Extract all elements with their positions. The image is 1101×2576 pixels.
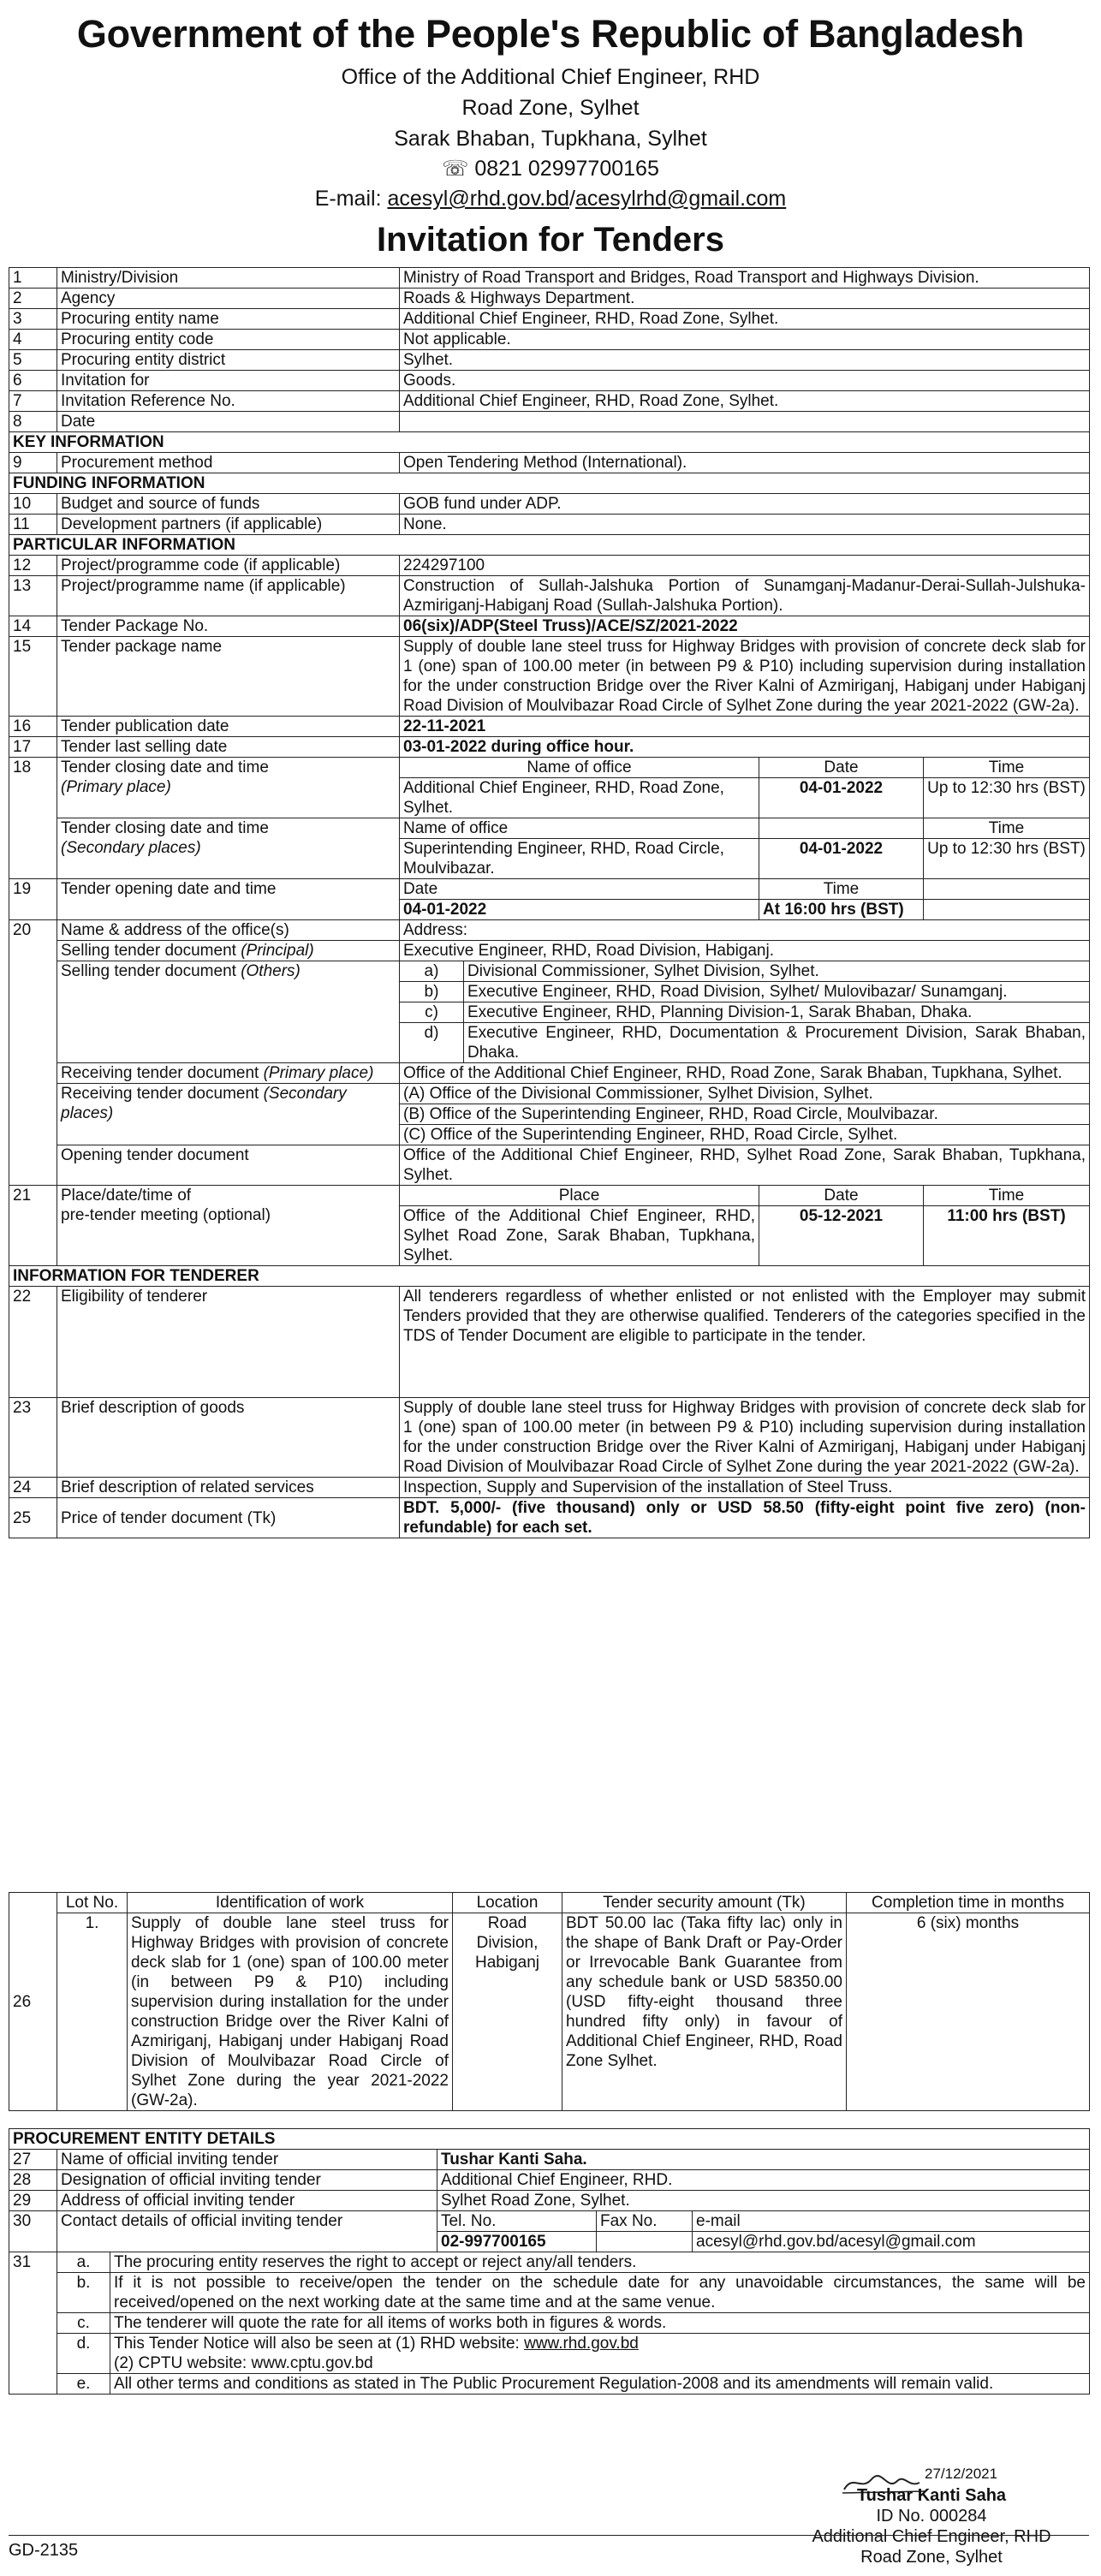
row-label: Price of tender document (Tk) <box>57 1498 400 1538</box>
row-number: 28 <box>9 2170 57 2191</box>
table-row <box>9 818 1090 839</box>
row-number: 4 <box>9 330 57 350</box>
pretender-time: 11:00 hrs (BST) <box>924 1206 1090 1266</box>
condition-text: The procuring entity reserves the right to accept or reject any/all tenders. <box>110 2252 1090 2273</box>
condition-text: If it is not possible to receive/open the tender on the schedule date for any unavoidable circumstances, the same will be received/opened on the next working date at the same time and at the same venue. <box>110 2273 1090 2313</box>
office-line: Office of the Additional Chief Engineer, RHD <box>341 65 760 89</box>
table-row <box>9 616 1090 637</box>
selling-principal-value: Executive Engineer, RHD, Road Division, Habiganj. <box>400 941 1090 961</box>
table-row <box>9 576 1090 616</box>
opening-office-value: Office of the Additional Chief Engineer, RHD, Sylhet Road Zone, Sarak Bhaban, Tupkhana, Sylhet. <box>400 1145 1090 1186</box>
address-line: Sarak Bhaban, Tupkhana, Sylhet <box>394 127 707 151</box>
row-number: 13 <box>9 576 57 616</box>
section-heading-row <box>9 473 1090 494</box>
closing-secondary-date: 04-01-2022 <box>759 839 924 879</box>
empty-cell <box>924 900 1090 920</box>
others-item <box>400 1002 1090 1023</box>
row-label: Procuring entity code <box>57 330 400 350</box>
row-number: 27 <box>9 2150 57 2170</box>
receiving-primary-label: Receiving tender document <box>61 1064 264 1082</box>
row-label: Contact details of official inviting tender <box>57 2211 437 2252</box>
table-row <box>9 961 1090 982</box>
column-header: e-mail <box>693 2211 1090 2232</box>
table-row <box>9 637 1090 717</box>
table-row <box>9 1893 1090 1913</box>
selling-others-sub: (Others) <box>241 962 301 980</box>
row-number: 16 <box>9 717 57 737</box>
signatory-designation: Additional Chief Engineer, RHD <box>812 2527 1051 2546</box>
lot-number: 1. <box>57 1913 128 2111</box>
lot-table <box>9 1892 1090 2111</box>
table-row <box>9 920 1090 941</box>
row-number: 10 <box>9 494 57 515</box>
government-title: Government of the People's Republic of Bangladesh <box>76 12 1025 56</box>
column-header: Location <box>453 1893 562 1913</box>
closing-primary-label: Tender closing date and time <box>61 759 269 776</box>
row-number: 19 <box>9 879 57 920</box>
table-row <box>9 2150 1090 2170</box>
column-header: Date <box>759 758 924 778</box>
row-number: 7 <box>9 391 57 412</box>
footer-divider <box>9 2535 1089 2536</box>
conditions-table <box>9 2252 1090 2395</box>
column-header: Time <box>924 818 1090 839</box>
row-label: Agency <box>57 289 400 309</box>
receiving-secondary-a: (A) Office of the Divisional Commissioner, Sylhet Division, Sylhet. <box>400 1084 1090 1104</box>
row-number: 11 <box>9 515 57 535</box>
table-row <box>9 737 1090 758</box>
column-header: Date <box>400 879 759 900</box>
receiving-secondary-sub: (Secondary places) <box>61 1085 347 1122</box>
row-number: 17 <box>9 737 57 758</box>
row-label: Invitation for <box>57 371 400 391</box>
row-value: Sylhet. <box>400 350 1090 371</box>
closing-secondary-time: Up to 12:30 hrs (BST) <box>924 839 1090 879</box>
row-value: Additional Chief Engineer, RHD, Road Zone, Sylhet. <box>400 391 1090 412</box>
receiving-primary-value: Office of the Additional Chief Engineer, RHD, Road Zone, Sarak Bhaban, Tupkhana, Sylhet. <box>400 1063 1090 1084</box>
table-row <box>9 2191 1090 2211</box>
procurement-entity-table <box>9 2128 1090 2252</box>
work-location: Road Division, Habiganj <box>453 1913 562 2111</box>
row-label: Brief description of related services <box>57 1478 400 1498</box>
others-value: Executive Engineer, RHD, Road Division, Sylhet/ Mulovibazar/ Sunamganj. <box>467 983 1008 1001</box>
receiving-secondary-b: (B) Office of the Superintending Engineer, RHD, Road Circle, Moulvibazar. <box>400 1104 1090 1125</box>
email-link-2[interactable]: acesylrhd@gmail.com <box>574 187 787 211</box>
row-number: 14 <box>9 616 57 637</box>
row-value: GOB fund under ADP. <box>400 494 1090 515</box>
table-row <box>9 453 1090 473</box>
table-row <box>9 2374 1090 2395</box>
table-row <box>9 371 1090 391</box>
closing-secondary-office: Superintending Engineer, RHD, Road Circle, Moulvibazar. <box>400 839 759 879</box>
closing-primary-date: 04-01-2022 <box>759 778 924 818</box>
column-header: Tender security amount (Tk) <box>562 1893 847 1913</box>
table-row <box>9 556 1090 576</box>
row-label: Date <box>57 412 400 432</box>
others-value: Executive Engineer, RHD, Planning Division-1, Sarak Bhaban, Dhaka. <box>467 1003 973 1021</box>
table-row <box>9 350 1090 371</box>
work-identification: Supply of double lane steel truss for Highway Bridges with provision of concrete deck slab for 1 (one) span of 100.00 meter (in between P9 & P10) including supervision during installation for the under construction Bridge over the River Kalni of Azmiriganj, Habiganj under Habiganj Road Division of Moulvibazar Road Circle of Sylhet Zone during the year 2021-2022 (GW-2a). <box>128 1913 453 2111</box>
contact-telephone: 02-997700165 <box>437 2232 597 2252</box>
row-label <box>57 961 400 1063</box>
row-label: Procurement method <box>57 453 400 473</box>
table-row <box>9 1478 1090 1498</box>
row-value: Open Tendering Method (International). <box>400 453 1090 473</box>
row-value: Additional Chief Engineer, RHD, Road Zone, Sylhet. <box>400 309 1090 330</box>
website-note: This Tender Notice will also be seen at (1) RHD website: <box>114 2335 525 2353</box>
selling-principal-label: Selling tender document <box>61 942 241 960</box>
row-value: None. <box>400 515 1090 535</box>
condition-text <box>110 2334 1090 2374</box>
section-heading: PARTICULAR INFORMATION <box>9 535 1090 556</box>
row-value: Roads & Highways Department. <box>400 289 1090 309</box>
condition-key: a. <box>57 2252 110 2273</box>
table-row <box>9 2334 1090 2374</box>
row-value: Supply of double lane steel truss for Highway Bridges with provision of concrete deck slab for 1 (one) span of 100.00 meter (in between P9 & P10) including supervision during installation for the under construction Bridge over the River Kalni of Azmiriganj, Habiganj under Habiganj Road Division of Moulvibazar Road Circle of Sylhet Zone during the year 2021-2022 (GW-2a). <box>400 1398 1090 1478</box>
table-row <box>9 2211 1090 2232</box>
phone-line <box>0 156 1101 181</box>
row-number: 21 <box>9 1186 57 1266</box>
table-row <box>9 268 1090 289</box>
row-label: Tender package name <box>57 637 400 717</box>
row-number: 30 <box>9 2211 57 2252</box>
table-row <box>9 879 1090 900</box>
row-label: Tender opening date and time <box>57 879 400 920</box>
gd-number: GD-2135 <box>9 2541 79 2560</box>
row-value: All tenderers regardless of whether enlisted or not enlisted with the Employer may submit Tenders provided that they are otherwise qualified. Tenderers of the categories specified in the TDS of Tender Document are eligible to participate in the tender. <box>400 1287 1090 1398</box>
others-key: b) <box>400 982 464 1002</box>
official-name: Tushar Kanti Saha. <box>437 2150 1090 2170</box>
row-number: 2 <box>9 289 57 309</box>
table-row <box>9 515 1090 535</box>
phone-number: 0821 02997700165 <box>474 157 659 181</box>
telephone-icon: ☏ <box>442 157 469 181</box>
table-row <box>9 330 1090 350</box>
row-value: Sylhet Road Zone, Sylhet. <box>437 2191 1090 2211</box>
pretender-label: Place/date/time of <box>61 1187 192 1205</box>
row-label <box>57 758 400 818</box>
condition-text: All other terms and conditions as stated in The Public Procurement Regulation-2008 and its amendments will remain valid. <box>110 2374 1090 2395</box>
row-label: Designation of official inviting tender <box>57 2170 437 2191</box>
row-number: 25 <box>9 1498 57 1538</box>
column-header: Date <box>759 1186 924 1206</box>
row-label: Name of official inviting tender <box>57 2150 437 2170</box>
row-label <box>57 1063 400 1084</box>
section-heading: INFORMATION FOR TENDERER <box>9 1266 1090 1287</box>
signatory-office: Road Zone, Sylhet <box>860 2548 1003 2567</box>
row-value: Construction of Sullah-Jalshuka Portion of Sunamganj-Madanur-Derai-Sullah-Julshuka-Azmiriganj-Habiganj Road (Sullah-Jalshuka Portion). <box>400 576 1090 616</box>
pretender-date: 05-12-2021 <box>759 1206 924 1266</box>
table-row <box>9 412 1090 432</box>
tender-security: BDT 50.00 lac (Taka fifty lac) only in the shape of Bank Draft or Pay-Order or Irrevocable Bank Guarantee from any schedule bank or USD 58350.00 (USD fifty-eight thousand three hundred fifty only) in favour of Additional Chief Engineer, RHD, Road Zone Sylhet. <box>562 1913 847 2111</box>
column-header: Lot No. <box>57 1893 128 1913</box>
tender-package-number: 06(six)/ADP(Steel Truss)/ACE/SZ/2021-2022 <box>400 616 1090 637</box>
receiving-secondary-label: Receiving tender document <box>61 1085 264 1103</box>
others-key: d) <box>400 1023 464 1062</box>
email-link-1[interactable]: acesyl@rhd.gov.bd <box>387 187 569 211</box>
table-row <box>9 2313 1090 2334</box>
contact-fax <box>597 2232 693 2252</box>
table-row <box>9 1398 1090 1478</box>
table-row <box>9 1913 1090 2111</box>
row-label: Ministry/Division <box>57 268 400 289</box>
row-label: Procuring entity name <box>57 309 400 330</box>
section-heading-row <box>9 432 1090 453</box>
table-row <box>9 391 1090 412</box>
section-heading-row <box>9 1266 1090 1287</box>
row-number: 29 <box>9 2191 57 2211</box>
zone-line: Road Zone, Sylhet <box>461 96 640 120</box>
others-item <box>400 961 1090 982</box>
closing-primary-sub: (Primary place) <box>61 778 171 796</box>
selling-others-label: Selling tender document <box>61 962 241 980</box>
row-value: Additional Chief Engineer, RHD. <box>437 2170 1090 2191</box>
row-label: Name & address of the office(s) <box>57 920 400 941</box>
row-number: 5 <box>9 350 57 371</box>
pretender-label-2: pre-tender meeting (optional) <box>61 1206 271 1224</box>
row-label: Opening tender document <box>57 1145 400 1186</box>
email-separator: / <box>569 187 575 211</box>
address-label: Address: <box>400 920 1090 941</box>
closing-secondary-label: Tender closing date and time <box>61 819 269 837</box>
row-label: Brief description of goods <box>57 1398 400 1478</box>
table-row <box>9 1063 1090 1084</box>
selling-principal-sub: (Principal) <box>241 942 314 960</box>
row-number: 15 <box>9 637 57 717</box>
table-row <box>9 1145 1090 1186</box>
table-row <box>9 2252 1090 2273</box>
empty-cell <box>924 879 1090 900</box>
rhd-website-link[interactable]: www.rhd.gov.bd <box>524 2335 639 2353</box>
completion-time: 6 (six) months <box>847 1913 1090 2111</box>
tender-info-table <box>9 267 1090 1538</box>
row-label: Project/programme name (if applicable) <box>57 576 400 616</box>
last-selling-date: 03-01-2022 during office hour. <box>400 737 1090 758</box>
row-value: 224297100 <box>400 556 1090 576</box>
opening-time: At 16:00 hrs (BST) <box>759 900 924 920</box>
receiving-primary-sub: (Primary place) <box>263 1064 374 1082</box>
email-label: E-mail: <box>314 187 388 211</box>
row-value: BDT. 5,000/- (five thousand) only or USD 58.50 (fifty-eight point five zero) (non-refundable) for each set. <box>400 1498 1090 1538</box>
cptu-website-note: (2) CPTU website: www.cptu.gov.bd <box>114 2354 373 2372</box>
row-label <box>57 941 400 961</box>
publication-date: 22-11-2021 <box>400 717 1090 737</box>
row-value <box>400 412 1090 432</box>
condition-key: d. <box>57 2334 110 2374</box>
row-label: Tender last selling date <box>57 737 400 758</box>
condition-key: b. <box>57 2273 110 2313</box>
row-label: Tender Package No. <box>57 616 400 637</box>
row-label: Invitation Reference No. <box>57 391 400 412</box>
column-header: Identification of work <box>128 1893 453 1913</box>
others-item <box>400 1023 1090 1063</box>
closing-secondary-sub: (Secondary places) <box>61 839 201 857</box>
table-row <box>9 309 1090 330</box>
section-heading: FUNDING INFORMATION <box>9 473 1090 494</box>
receiving-secondary-c: (C) Office of the Superintending Engineer, RHD, Road Circle, Sylhet. <box>400 1125 1090 1145</box>
column-header: Fax No. <box>597 2211 693 2232</box>
row-number: 20 <box>9 920 57 1186</box>
table-row <box>9 1084 1090 1104</box>
row-number: 22 <box>9 1287 57 1398</box>
column-header <box>759 818 924 839</box>
column-header: Name of office <box>400 758 759 778</box>
table-row <box>9 1498 1090 1538</box>
pretender-place: Office of the Additional Chief Engineer, RHD, Sylhet Road Zone, Sarak Bhaban, Tupkhana, Sylhet. <box>400 1206 759 1266</box>
table-row <box>9 289 1090 309</box>
row-label <box>57 818 400 879</box>
table-row <box>9 758 1090 778</box>
table-row <box>9 1186 1090 1206</box>
row-number: 18 <box>9 758 57 879</box>
table-row <box>9 494 1090 515</box>
row-value: Inspection, Supply and Supervision of the installation of Steel Truss. <box>400 1478 1090 1498</box>
column-header: Time <box>924 758 1090 778</box>
row-number: 3 <box>9 309 57 330</box>
row-number: 8 <box>9 412 57 432</box>
column-header: Time <box>924 1186 1090 1206</box>
table-row <box>9 2170 1090 2191</box>
others-value: Executive Engineer, RHD, Documentation & Procurement Division, Sarak Bhaban, Dhaka. <box>467 1024 1086 1062</box>
others-item <box>400 982 1090 1002</box>
column-header: Completion time in months <box>847 1893 1090 1913</box>
row-number: 26 <box>9 1893 57 2111</box>
signature-date: 27/12/2021 <box>925 2466 998 2482</box>
row-label: Development partners (if applicable) <box>57 515 400 535</box>
row-number: 9 <box>9 453 57 473</box>
table-row <box>9 717 1090 737</box>
row-label: Procuring entity district <box>57 350 400 371</box>
signatory-id: ID No. 000284 <box>876 2507 987 2525</box>
others-value: Divisional Commissioner, Sylhet Division, Sylhet. <box>467 962 819 980</box>
others-key: a) <box>400 961 464 981</box>
signatory-name: Tushar Kanti Saha <box>856 2486 1007 2505</box>
row-value: Goods. <box>400 371 1090 391</box>
row-label <box>57 1186 400 1266</box>
section-heading: PROCUREMENT ENTITY DETAILS <box>9 2129 1090 2150</box>
row-value: Supply of double lane steel truss for Highway Bridges with provision of concrete deck slab for 1 (one) span of 100.00 meter (in between P9 & P10) including supervision during installation for the under construction Bridge over the River Kalni of Azmiriganj, Habiganj under Habiganj Road Division of Moulvibazar Road Circle of Sylhet Zone during the year 2021-2022 (GW-2a). <box>400 637 1090 717</box>
row-number: 23 <box>9 1398 57 1478</box>
row-number: 31 <box>9 2252 57 2395</box>
table-row <box>9 1287 1090 1398</box>
others-key: c) <box>400 1002 464 1022</box>
column-header: Place <box>400 1186 759 1206</box>
row-value: Not applicable. <box>400 330 1090 350</box>
column-header: Tel. No. <box>437 2211 597 2232</box>
table-row <box>9 2273 1090 2313</box>
closing-primary-office: Additional Chief Engineer, RHD, Road Zone, Sylhet. <box>400 778 759 818</box>
row-label: Eligibility of tenderer <box>57 1287 400 1398</box>
column-header: Name of office <box>400 818 759 839</box>
row-value: Ministry of Road Transport and Bridges, Road Transport and Highways Division. <box>400 268 1090 289</box>
row-label <box>57 1084 400 1145</box>
section-heading: KEY INFORMATION <box>9 432 1090 453</box>
row-number: 1 <box>9 268 57 289</box>
column-header: Time <box>759 879 924 900</box>
page-title: Invitation for Tenders <box>377 221 724 259</box>
opening-date: 04-01-2022 <box>400 900 759 920</box>
closing-primary-time: Up to 12:30 hrs (BST) <box>924 778 1090 818</box>
row-number: 24 <box>9 1478 57 1498</box>
section-heading-row <box>9 2129 1090 2150</box>
row-label: Tender publication date <box>57 717 400 737</box>
row-number: 6 <box>9 371 57 391</box>
row-number: 12 <box>9 556 57 576</box>
contact-email: acesyl@rhd.gov.bd/acesyl@gmail.com <box>693 2232 1090 2252</box>
row-label: Address of official inviting tender <box>57 2191 437 2211</box>
email-line <box>0 187 1101 211</box>
condition-text: The tenderer will quote the rate for all items of works both in figures & words. <box>110 2313 1090 2334</box>
table-row <box>9 941 1090 961</box>
condition-key: c. <box>57 2313 110 2334</box>
row-label: Project/programme code (if applicable) <box>57 556 400 576</box>
condition-key: e. <box>57 2374 110 2395</box>
section-heading-row <box>9 535 1090 556</box>
row-label: Budget and source of funds <box>57 494 400 515</box>
